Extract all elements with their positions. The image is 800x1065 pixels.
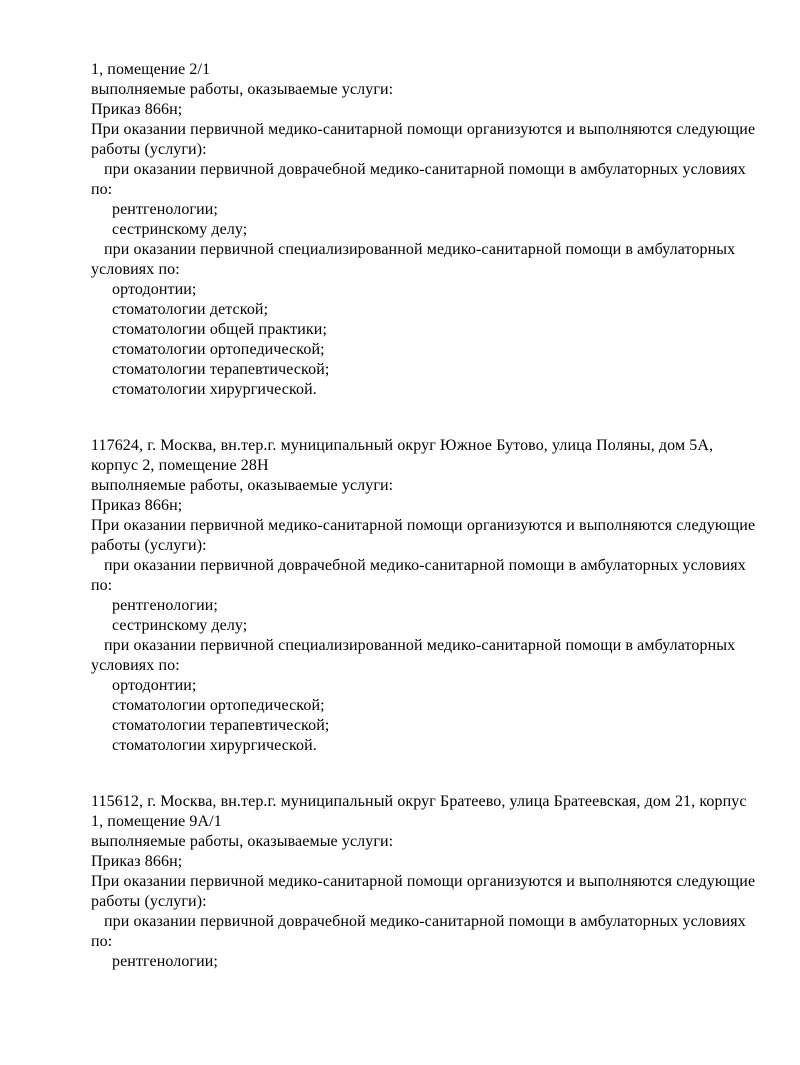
service-item-line: стоматологии терапевтической;	[112, 361, 330, 378]
service-item-line: рентгенологии;	[112, 201, 218, 218]
document-text-line: выполняемые работы, оказываемые услуги:	[91, 477, 394, 494]
document-text-line: работы (услуги):	[91, 537, 207, 554]
service-item-line: стоматологии хирургической.	[112, 381, 317, 398]
document-text-line: выполняемые работы, оказываемые услуги:	[91, 81, 394, 98]
document-text-line: выполняемые работы, оказываемые услуги:	[91, 833, 394, 850]
document-text-line: по:	[91, 181, 113, 198]
service-item-line: ортодонтии;	[112, 281, 197, 298]
service-item-line: стоматологии общей практики;	[112, 321, 328, 338]
document-text-line: При оказании первичной медико-санитарной помощи организуются и выполняются следующие	[91, 873, 756, 890]
document-text-line: при оказании первичной специализированной медико-санитарной помощи в амбулаторных	[104, 241, 736, 258]
location-block-115612	[91, 792, 756, 972]
service-item-line: стоматологии ортопедической;	[112, 697, 325, 714]
service-item-line: стоматологии хирургической.	[112, 737, 317, 754]
document-text-line: работы (услуги):	[91, 141, 207, 158]
location-block-117624	[91, 436, 756, 756]
service-item-line: сестринскому делу;	[112, 617, 248, 634]
document-text-line: При оказании первичной медико-санитарной помощи организуются и выполняются следующие	[91, 121, 756, 138]
document-text-line: условиях по:	[91, 261, 180, 278]
document-text-line: 1, помещение 9А/1	[91, 813, 222, 830]
service-item-line: стоматологии ортопедической;	[112, 341, 325, 358]
document-text-line: при оказании первичной доврачебной медико-санитарной помощи в амбулаторных условиях	[104, 557, 746, 574]
document-text-line: Приказ 866н;	[91, 101, 183, 118]
document-text-line: Приказ 866н;	[91, 497, 183, 514]
service-item-line: рентгенологии;	[112, 597, 218, 614]
document-text-line: при оказании первичной доврачебной медико-санитарной помощи в амбулаторных условиях	[104, 913, 746, 930]
service-item-line: стоматологии детской;	[112, 301, 269, 318]
document-text-line: Приказ 866н;	[91, 853, 183, 870]
document-text-line: условиях по:	[91, 657, 180, 674]
document-text-line: 1, помещение 2/1	[91, 61, 211, 78]
service-item-line: сестринскому делу;	[112, 221, 248, 238]
document-text-line: 115612, г. Москва, вн.тер.г. муниципальный округ Братеево, улица Братеевская, дом 21, корпус	[91, 793, 747, 810]
document-text-line: работы (услуги):	[91, 893, 207, 910]
document-body	[91, 60, 756, 972]
service-item-line: рентгенологии;	[112, 953, 218, 970]
document-text-line: 117624, г. Москва, вн.тер.г. муниципальный округ Южное Бутово, улица Поляны, дом 5А,	[91, 437, 714, 454]
location-block-continuation	[91, 60, 756, 400]
document-text-line: при оказании первичной специализированной медико-санитарной помощи в амбулаторных	[104, 637, 736, 654]
document-text-line: по:	[91, 577, 113, 594]
document-text-line: При оказании первичной медико-санитарной помощи организуются и выполняются следующие	[91, 517, 756, 534]
service-item-line: стоматологии терапевтической;	[112, 717, 330, 734]
service-item-line: ортодонтии;	[112, 677, 197, 694]
document-text-line: корпус 2, помещение 28Н	[91, 457, 269, 474]
document-text-line: по:	[91, 933, 113, 950]
document-text-line: при оказании первичной доврачебной медико-санитарной помощи в амбулаторных условиях	[104, 161, 746, 178]
